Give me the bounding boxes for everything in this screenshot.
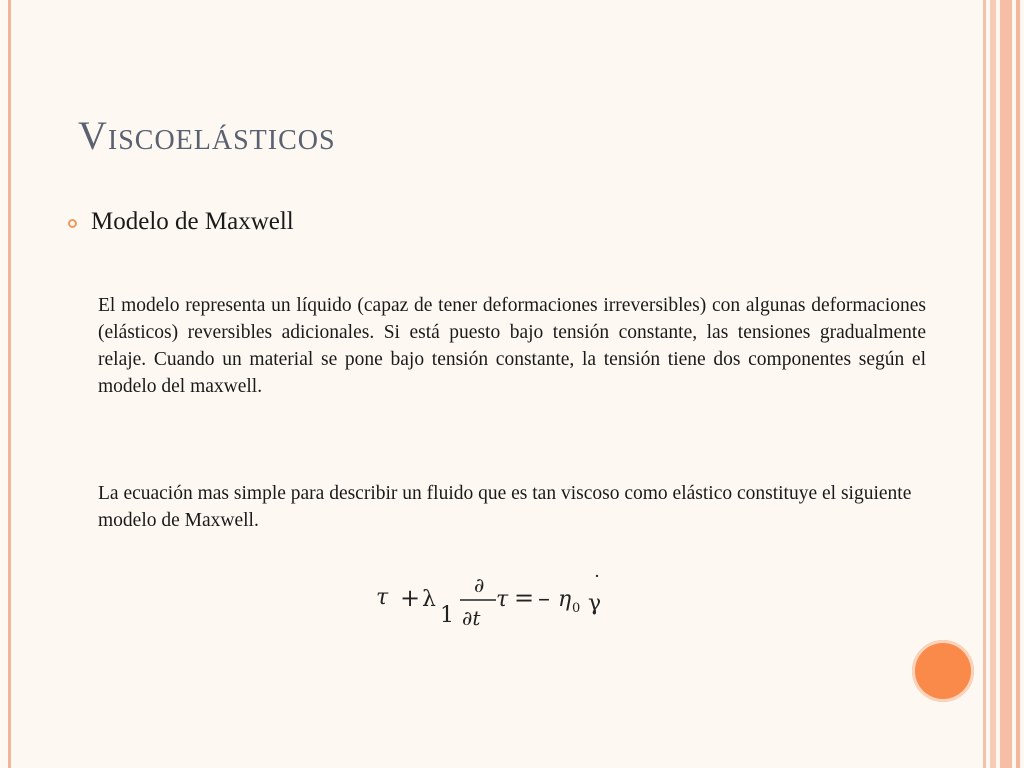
stripe [983,0,986,768]
eq-gamma-dot: ˙ [592,571,602,595]
left-frame-line [8,0,11,768]
description-paragraph: El modelo representa un líquido (capaz de tener deformaciones irreversibles) con algunas deformaciones (elásticos) reversibles adicionales. Si está puesto bajo tensión constante, las tensiones gradualmente relaje. Cuando un material se pone bajo tensión constante, la tensión tiene dos componentes según el modelo del maxwell. [98,295,926,397]
eq-equals: = [514,584,535,612]
slide-title: Viscoelásticos [78,113,336,158]
eq-subscript-one: 1 [440,603,454,628]
eq-tau-2: τ [496,587,509,612]
eq-subscript-zero: 0 [572,601,581,616]
maxwell-equation [374,570,614,632]
bullet-label: Modelo de Maxwell [91,208,294,235]
right-decorative-stripes [978,0,1024,768]
eq-tau: τ [376,585,389,610]
stripe [1016,0,1020,768]
eq-lambda: λ [422,587,436,612]
bullet-item [68,208,294,236]
stripe [1000,0,1012,768]
orange-circle-decoration [912,640,974,702]
eq-partial-t: ∂t [462,606,481,630]
equation-intro-paragraph: La ecuación mas simple para describir un fluido que es tan viscoso como elástico constituye el siguiente modelo de Maxwell. [98,483,912,531]
eq-plus: + [400,584,421,612]
bullet-circle-icon [68,219,77,228]
eq-eta: η [558,587,572,612]
stripe [990,0,996,768]
eq-partial: ∂ [474,573,485,597]
eq-gamma: γ [588,591,602,616]
eq-minus: – [538,584,550,612]
